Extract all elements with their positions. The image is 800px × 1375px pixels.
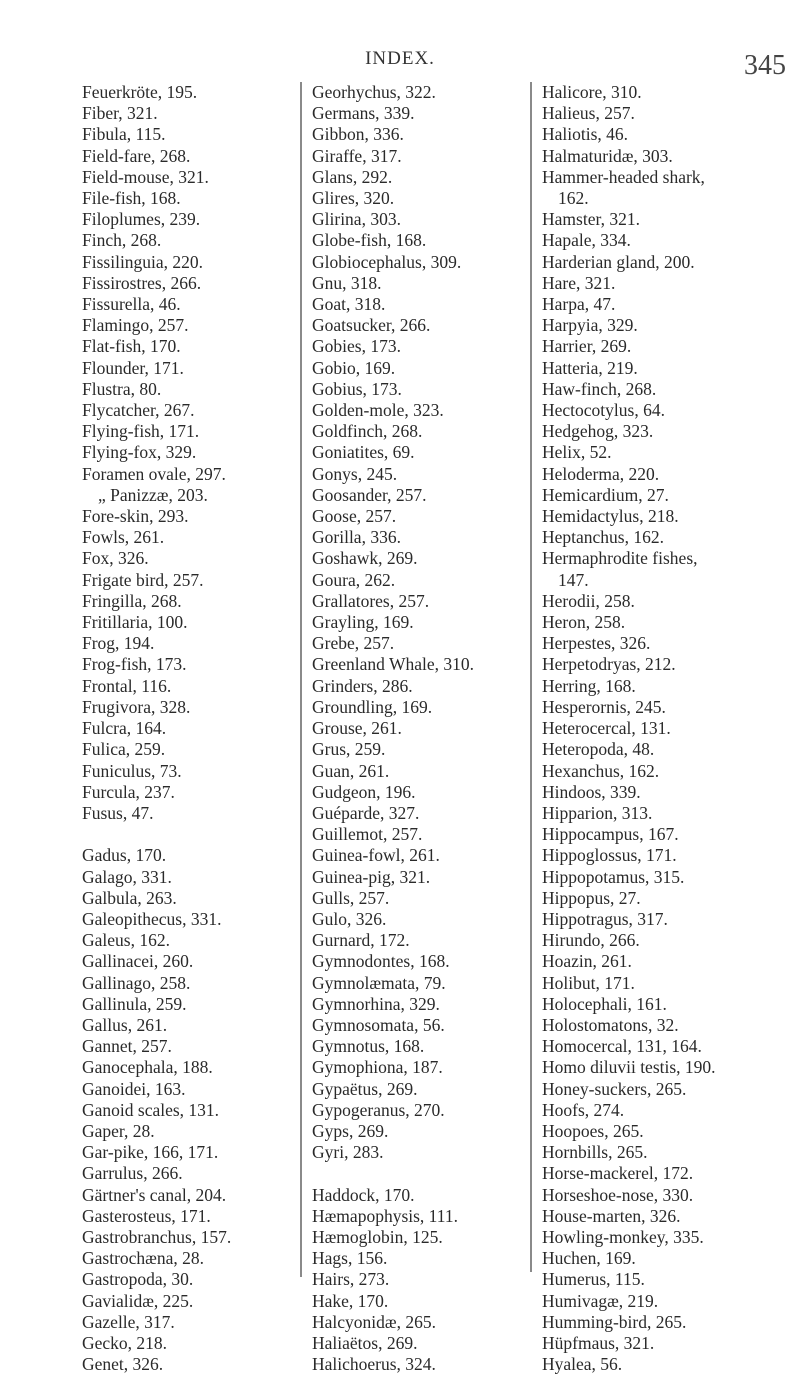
index-entry: Halicore, 310. xyxy=(542,82,642,102)
index-entry: Gastrochæna, 28. xyxy=(82,1248,204,1269)
index-entry: Hoopoes, 265. xyxy=(542,1120,644,1141)
index-entry: Genet, 326. xyxy=(82,1354,164,1375)
index-entry: Glirina, 303. xyxy=(312,209,401,230)
index-entry: Glans, 292. xyxy=(312,166,393,187)
index-entry: Glires, 320. xyxy=(312,188,395,209)
index-entry: Hindoos, 339. xyxy=(542,781,641,802)
index-entry: Homo diluvii testis, 190. xyxy=(542,1057,716,1078)
index-entry: Herodii, 258. xyxy=(542,590,635,611)
index-entry: Flying-fish, 171. xyxy=(82,421,200,442)
index-entry: Hyalea, 56. xyxy=(542,1354,623,1375)
index-entry: Hapale, 334. xyxy=(542,230,631,251)
index-entry: Frog, 194. xyxy=(82,633,155,654)
index-entry: Hatteria, 219. xyxy=(542,357,638,378)
index-entry: Gypaëtus, 269. xyxy=(312,1078,418,1099)
index-entry: Greenland Whale, 310. xyxy=(312,654,474,675)
index-entry: Hags, 156. xyxy=(312,1248,388,1269)
index-entry: Gar-pike, 166, 171. xyxy=(82,1142,219,1163)
section-gap xyxy=(82,824,332,845)
index-entry: Goldfinch, 268. xyxy=(312,421,423,442)
index-entry: Flustra, 80. xyxy=(82,378,162,399)
index-entry: Field-fare, 268. xyxy=(82,145,191,166)
index-entry: 162. xyxy=(558,188,589,209)
index-entry: 147. xyxy=(558,569,589,590)
index-entry: Galeopithecus, 331. xyxy=(82,908,222,929)
index-entry: Horse-mackerel, 172. xyxy=(542,1163,694,1184)
index-entry: Harpyia, 329. xyxy=(542,315,638,336)
index-entry: Holibut, 171. xyxy=(542,972,635,993)
index-entry: Foramen ovale, 297. xyxy=(82,463,226,484)
index-entry: „ Panizzæ, 203. xyxy=(98,484,208,505)
index-entry: Heron, 258. xyxy=(542,612,626,633)
index-entry: Gastrobranchus, 157. xyxy=(82,1226,232,1247)
index-entry: Flying-fox, 329. xyxy=(82,442,197,463)
index-entry: Gobies, 173. xyxy=(312,336,401,357)
index-entry: Howling-monkey, 335. xyxy=(542,1226,704,1247)
index-entry: Golden-mole, 323. xyxy=(312,400,444,421)
index-entry: Galeus, 162. xyxy=(82,930,170,951)
index-entry: Globiocephalus, 309. xyxy=(312,251,462,272)
index-entry: Gymnolæmata, 79. xyxy=(312,972,446,993)
index-entry: Hæmapophysis, 111. xyxy=(312,1205,458,1226)
index-entry: Humerus, 115. xyxy=(542,1269,645,1290)
section-gap xyxy=(312,1163,552,1184)
index-entry: Harrier, 269. xyxy=(542,336,632,357)
index-entry: Ganocephala, 188. xyxy=(82,1057,213,1078)
index-entry: Gallinago, 258. xyxy=(82,972,191,993)
index-entry: Gazelle, 317. xyxy=(82,1311,175,1332)
index-entry: Germans, 339. xyxy=(312,103,415,124)
index-entry: File-fish, 168. xyxy=(82,188,181,209)
index-entry: Hedgehog, 323. xyxy=(542,421,654,442)
index-entry: Herpestes, 326. xyxy=(542,633,651,654)
index-entry: Huchen, 169. xyxy=(542,1248,636,1269)
index-entry: Hippopotamus, 315. xyxy=(542,866,685,887)
index-entry: Haliotis, 46. xyxy=(542,124,629,145)
index-entry: Hamster, 321. xyxy=(542,209,640,230)
index-entry: Gulls, 257. xyxy=(312,887,390,908)
index-entry: Heteropoda, 48. xyxy=(542,739,655,760)
index-entry: Hemicardium, 27. xyxy=(542,484,669,505)
index-entry: Goosander, 257. xyxy=(312,484,427,505)
index-entry: Gobius, 173. xyxy=(312,378,402,399)
index-entry: Frugivora, 328. xyxy=(82,696,191,717)
index-entry: Gallinacei, 260. xyxy=(82,951,194,972)
index-entry: Heterocercal, 131. xyxy=(542,718,671,739)
index-entry: Hammer-headed shark, xyxy=(542,166,705,187)
index-entry: Halcyonidæ, 265. xyxy=(312,1311,436,1332)
index-entry: Harderian gland, 200. xyxy=(542,251,695,272)
index-entry: Hoazin, 261. xyxy=(542,951,632,972)
index-entry: Fissirostres, 266. xyxy=(82,272,202,293)
index-entry: Humming-bird, 265. xyxy=(542,1311,687,1332)
index-entry: Fibula, 115. xyxy=(82,124,166,145)
index-entry: Fissilinguia, 220. xyxy=(82,251,204,272)
index-entry: Hippotragus, 317. xyxy=(542,908,668,929)
index-entry: Goniatites, 69. xyxy=(312,442,415,463)
index-entry: Gypogeranus, 270. xyxy=(312,1099,445,1120)
index-entry: Gavialidæ, 225. xyxy=(82,1290,194,1311)
index-entry: Gymnosomata, 56. xyxy=(312,1014,445,1035)
index-entry: Gastropoda, 30. xyxy=(82,1269,194,1290)
index-entry: Ganoidei, 163. xyxy=(82,1078,186,1099)
index-entry: Garrulus, 266. xyxy=(82,1163,183,1184)
index-entry: House-marten, 326. xyxy=(542,1205,681,1226)
index-entry: Homocercal, 131, 164. xyxy=(542,1036,702,1057)
index-entry: Fissurella, 46. xyxy=(82,294,181,315)
index-entry: Holocephali, 161. xyxy=(542,993,667,1014)
index-entry: Gallinula, 259. xyxy=(82,993,187,1014)
index-entry: Gyps, 269. xyxy=(312,1120,389,1141)
index-entry: Guan, 261. xyxy=(312,760,390,781)
index-entry: Gymnorhina, 329. xyxy=(312,993,440,1014)
index-entry: Hirundo, 266. xyxy=(542,930,640,951)
index-entry: Fowls, 261. xyxy=(82,527,165,548)
index-entry: Halmaturidæ, 303. xyxy=(542,145,673,166)
index-entry: Feuerkröte, 195. xyxy=(82,82,198,102)
index-entry: Goatsucker, 266. xyxy=(312,315,431,336)
index-entry: Gallus, 261. xyxy=(82,1014,168,1035)
index-entry: Grus, 259. xyxy=(312,739,386,760)
index-entry: Herring, 168. xyxy=(542,675,636,696)
index-entry: Fulcra, 164. xyxy=(82,718,167,739)
index-entry: Hippoglossus, 171. xyxy=(542,845,677,866)
index-entry: Hermaphrodite fishes, xyxy=(542,548,698,569)
index-entry: Haliaëtos, 269. xyxy=(312,1332,418,1353)
index-column-3 xyxy=(530,82,797,1375)
index-entry: Guinea-fowl, 261. xyxy=(312,845,440,866)
index-entry: Grinders, 286. xyxy=(312,675,413,696)
index-entry: Fox, 326. xyxy=(82,548,149,569)
index-entry: Gadus, 170. xyxy=(82,845,167,866)
page-header-title: INDEX. xyxy=(365,48,435,69)
index-entry: Ganoid scales, 131. xyxy=(82,1099,220,1120)
index-entry: Hectocotylus, 64. xyxy=(542,400,665,421)
index-entry: Gecko, 218. xyxy=(82,1332,168,1353)
index-entry: Hipparion, 313. xyxy=(542,802,653,823)
index-entry: Gudgeon, 196. xyxy=(312,781,416,802)
index-entry: Goat, 318. xyxy=(312,294,386,315)
index-entry: Guinea-pig, 321. xyxy=(312,866,431,887)
index-entry: Fulica, 259. xyxy=(82,739,166,760)
index-entry: Hare, 321. xyxy=(542,272,616,293)
index-entry: Hæmoglobin, 125. xyxy=(312,1226,443,1247)
index-entry: Guéparde, 327. xyxy=(312,802,420,823)
index-entry: Flounder, 171. xyxy=(82,357,184,378)
index-entry: Gnu, 318. xyxy=(312,272,382,293)
index-entry: Honey-suckers, 265. xyxy=(542,1078,687,1099)
index-entry: Hemidactylus, 218. xyxy=(542,506,679,527)
index-entry: Finch, 268. xyxy=(82,230,162,251)
index-entry: Herpetodryas, 212. xyxy=(542,654,676,675)
index-entry: Gurnard, 172. xyxy=(312,930,410,951)
index-entry: Funiculus, 73. xyxy=(82,760,182,781)
index-entry: Gaper, 28. xyxy=(82,1120,155,1141)
index-entry: Flamingo, 257. xyxy=(82,315,189,336)
index-entry: Gymophiona, 187. xyxy=(312,1057,443,1078)
index-entry: Hairs, 273. xyxy=(312,1269,390,1290)
index-entry: Goshawk, 269. xyxy=(312,548,418,569)
index-entry: Holostomatons, 32. xyxy=(542,1014,679,1035)
index-entry: Hüpfmaus, 321. xyxy=(542,1332,655,1353)
index-entry: Giraffe, 317. xyxy=(312,145,402,166)
index-entry: Gonys, 245. xyxy=(312,463,398,484)
index-entry: Fiber, 321. xyxy=(82,103,158,124)
index-entry: Hake, 170. xyxy=(312,1290,389,1311)
index-entry: Heptanchus, 162. xyxy=(542,527,664,548)
index-entry: Groundling, 169. xyxy=(312,696,433,717)
index-entry: Haddock, 170. xyxy=(312,1184,415,1205)
index-entry: Goose, 257. xyxy=(312,506,397,527)
index-entry: Filoplumes, 239. xyxy=(82,209,201,230)
page-number: 345 xyxy=(744,50,786,81)
index-entry: Helix, 52. xyxy=(542,442,612,463)
index-entry: Grebe, 257. xyxy=(312,633,395,654)
index-entry: Gulo, 326. xyxy=(312,908,387,929)
index-entry: Georhychus, 322. xyxy=(312,82,436,102)
index-entry: Grouse, 261. xyxy=(312,718,402,739)
index-entry: Gasterosteus, 171. xyxy=(82,1205,211,1226)
index-entry: Flycatcher, 267. xyxy=(82,400,195,421)
index-entry: Halichoerus, 324. xyxy=(312,1354,436,1375)
index-entry: Gärtner's canal, 204. xyxy=(82,1184,227,1205)
index-entry: Goura, 262. xyxy=(312,569,396,590)
index-entry: Hippocampus, 167. xyxy=(542,824,679,845)
index-entry: Fusus, 47. xyxy=(82,802,154,823)
index-entry: Grayling, 169. xyxy=(312,612,414,633)
index-column-1 xyxy=(82,82,332,1375)
index-entry: Fore-skin, 293. xyxy=(82,506,189,527)
index-entry: Haw-finch, 268. xyxy=(542,378,657,399)
index-entry: Hoofs, 274. xyxy=(542,1099,625,1120)
index-entry: Guillemot, 257. xyxy=(312,824,423,845)
index-entry: Galago, 331. xyxy=(82,866,172,887)
index-entry: Frog-fish, 173. xyxy=(82,654,187,675)
index-entry: Hippopus, 27. xyxy=(542,887,641,908)
index-entry: Fritillaria, 100. xyxy=(82,612,188,633)
index-entry: Hesperornis, 245. xyxy=(542,696,666,717)
index-entry: Hexanchus, 162. xyxy=(542,760,660,781)
index-entry: Galbula, 263. xyxy=(82,887,177,908)
index-entry: Hornbills, 265. xyxy=(542,1142,648,1163)
index-entry: Gibbon, 336. xyxy=(312,124,404,145)
index-entry: Gobio, 169. xyxy=(312,357,396,378)
index-entry: Frontal, 116. xyxy=(82,675,172,696)
index-entry: Furcula, 237. xyxy=(82,781,175,802)
index-entry: Gyri, 283. xyxy=(312,1142,384,1163)
index-entry: Gymnodontes, 168. xyxy=(312,951,450,972)
index-entry: Horseshoe-nose, 330. xyxy=(542,1184,694,1205)
index-entry: Grallatores, 257. xyxy=(312,590,430,611)
index-entry: Fringilla, 268. xyxy=(82,590,182,611)
index-entry: Gorilla, 336. xyxy=(312,527,401,548)
index-entry: Flat-fish, 170. xyxy=(82,336,181,357)
index-entry: Gannet, 257. xyxy=(82,1036,172,1057)
index-entry: Heloderma, 220. xyxy=(542,463,660,484)
index-entry: Gymnotus, 168. xyxy=(312,1036,425,1057)
index-entry: Globe-fish, 168. xyxy=(312,230,427,251)
index-entry: Field-mouse, 321. xyxy=(82,166,209,187)
index-entry: Halieus, 257. xyxy=(542,103,635,124)
index-column-2 xyxy=(300,82,552,1375)
index-entry: Humivagæ, 219. xyxy=(542,1290,659,1311)
index-entry: Frigate bird, 257. xyxy=(82,569,204,590)
index-entry: Harpa, 47. xyxy=(542,294,616,315)
